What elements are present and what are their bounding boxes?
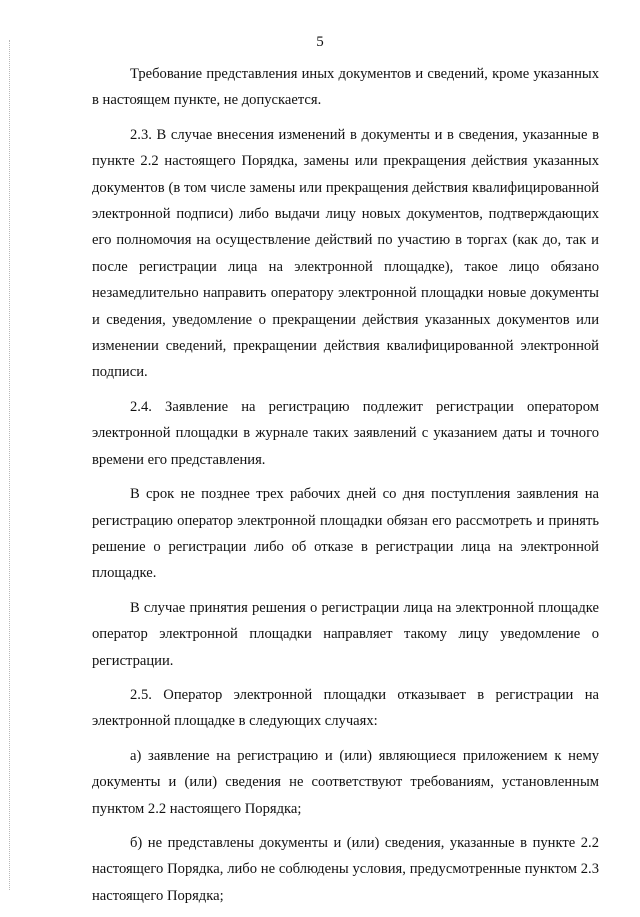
paragraph: В срок не позднее трех рабочих дней со дня поступления заявления на регистрацию оператор электронной площадки обязан его рассмотреть и принять решение о регистрации либо об отказе в регистрации лица на электронной площадке. (92, 486, 599, 582)
document-body (92, 61, 599, 917)
paragraph-2-4: 2.4. Заявление на регистрацию подлежит регистрации оператором электронной площадки в журнале таких заявлений с указанием даты и точного времени его представления. (92, 398, 599, 468)
page-number: 5 (316, 34, 324, 50)
paragraph-2-5: 2.5. Оператор электронной площадки отказывает в регистрации на электронной площадке в следующих случаях: (92, 686, 599, 730)
paragraph: Требование представления иных документов и сведений, кроме указанных в настоящем пункте, не допускается. (92, 66, 599, 109)
paragraph: В случае принятия решения о регистрации лица на электронной площадке оператор электронной площадки направляет такому лицу уведомление о регистрации. (92, 599, 599, 669)
list-item-a: а) заявление на регистрацию и (или) являющиеся приложением к нему документы и (или) сведения не соответствуют требованиям, установленным пунктом 2.2 настоящего Порядка; (92, 747, 599, 817)
scan-margin-line (9, 40, 11, 890)
paragraph-2-3: 2.3. В случае внесения изменений в документы и в сведения, указанные в пункте 2.2 настоящего Порядка, замены или прекращения действия указанных документов (в том числе замены или прекращения действия квалифицированной электронной подписи) либо выдачи лицу новых документов, подтверждающих его полномочия на осуществление действий по участию в торгах (как до, так и после регистрации лица на электронной площадке), такое лицо обязано незамедлительно направить оператору электронной площадки новые документы и сведения, уведомление о прекращении действия указанных документов или изменении сведений, прекращении действия квалифицированной электронной подписи. (92, 126, 599, 381)
list-item-b: б) не представлены документы и (или) сведения, указанные в пункте 2.2 настоящего Порядка, либо не соблюдены условия, предусмотренные пунктом 2.3 настоящего Порядка; (92, 834, 599, 904)
